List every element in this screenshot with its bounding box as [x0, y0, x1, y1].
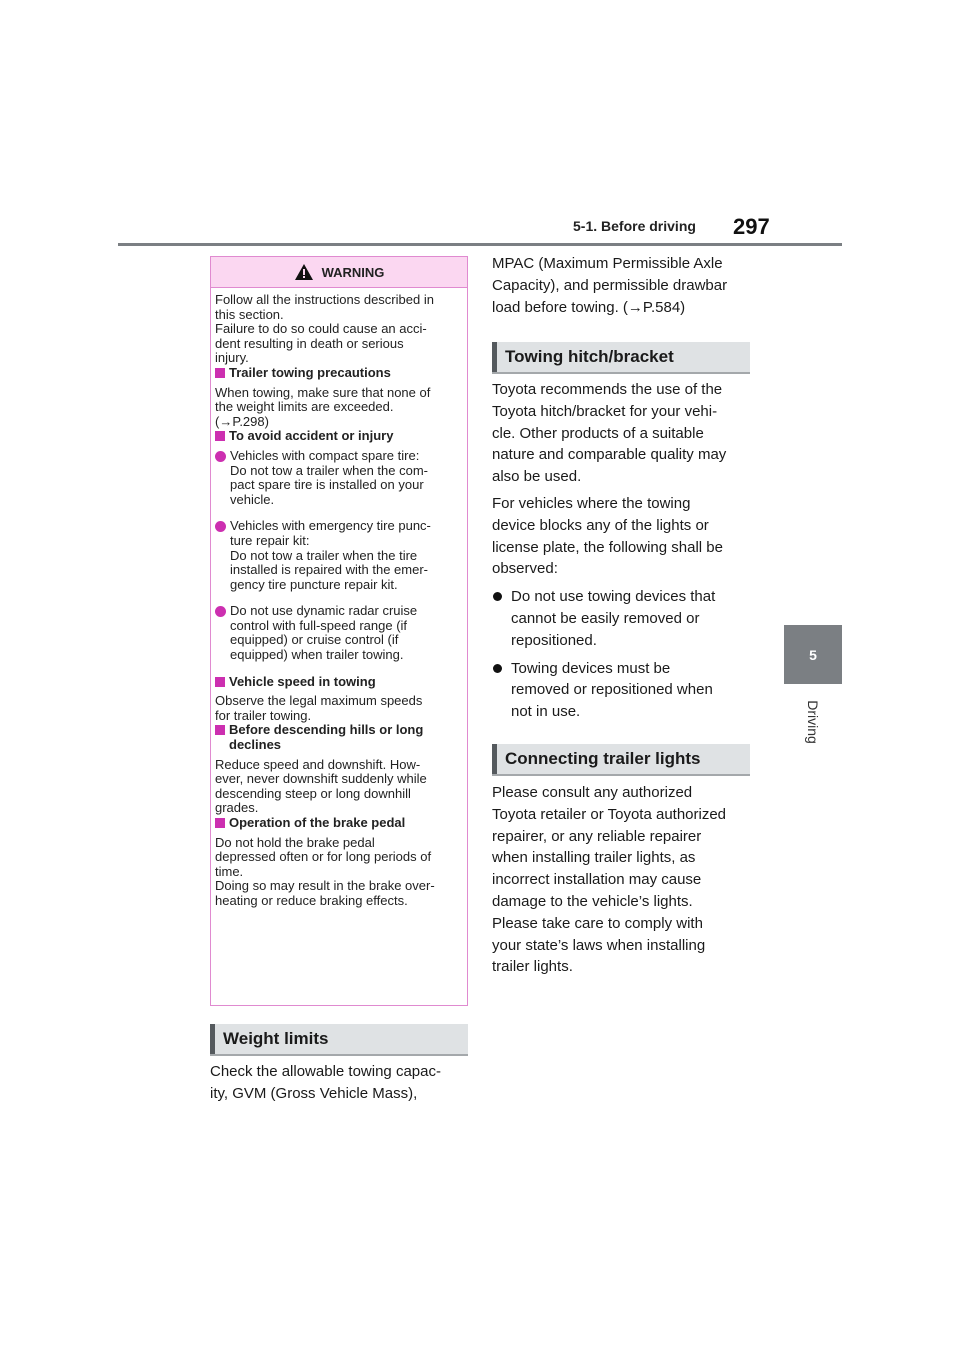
warning-intro [215, 293, 463, 366]
text-line: Follow all the instructions described in [215, 292, 434, 307]
warning-body [211, 288, 467, 909]
text-line: control with full-speed range (if [230, 617, 408, 633]
subheading-text: declines [229, 737, 282, 753]
subheading-text: Vehicle speed in towing [229, 673, 376, 689]
warning-bullet [215, 519, 463, 592]
text-line: cle. Other products of a suitable [492, 424, 704, 442]
text-line: Failure to do so could cause an acci- [215, 321, 427, 337]
text-line: when installing trailer lights, as [492, 849, 696, 867]
text-line: installed is repaired with the emer- [230, 562, 428, 578]
text-line: gency tire puncture repair kit. [230, 576, 398, 592]
square-bullet-icon [215, 725, 225, 735]
trailer-towing-text [215, 386, 463, 430]
text-line: dent resulting in death or serious [215, 335, 404, 351]
text-line: Do not tow a trailer when the tire [230, 547, 418, 563]
text-line: Do not use dynamic radar cruise [230, 603, 418, 619]
square-bullet-icon [215, 368, 225, 378]
text-line: repairer, or any reliable repairer [492, 827, 702, 845]
text-line: this section. [215, 306, 284, 322]
descending-text [215, 758, 463, 816]
text-line: not in use. [511, 703, 581, 721]
text-line: Capacity), and permissible drawbar [492, 276, 728, 294]
bullet-icon [493, 592, 502, 601]
text-line: repositioned. [511, 631, 597, 649]
text-line: for trailer towing. [215, 707, 312, 723]
text-line: Reduce speed and downshift. How- [215, 756, 421, 772]
text-line: Vehicles with compact spare tire: [230, 447, 420, 463]
text-line: trailer lights. [492, 958, 573, 976]
text-line: Do not hold the brake pedal [215, 834, 375, 850]
bullet-icon [493, 664, 502, 673]
text-line: also be used. [492, 468, 582, 486]
heading-text: Towing hitch/bracket [505, 347, 674, 366]
trailer-lights-text [492, 782, 754, 978]
text-line: equipped) when trailer towing. [230, 647, 404, 663]
square-bullet-icon [215, 818, 225, 828]
subheading-text: To avoid accident or injury [229, 428, 394, 444]
round-bullet-icon [215, 451, 226, 462]
subheading-vehicle-speed [215, 675, 463, 690]
subheading-avoid-accident [215, 429, 463, 444]
text-line: equipped) or cruise control (if [230, 632, 399, 648]
text-line: pact spare tire is installed on your [230, 477, 424, 493]
subheading-brake-pedal [215, 816, 463, 831]
text-line: ever, never downshift suddenly while [215, 771, 427, 787]
text-line: Vehicles with emergency tire punc- [230, 518, 431, 534]
text-line: device blocks any of the lights or [492, 516, 709, 534]
heading-text: Weight limits [223, 1029, 329, 1048]
page-reference-link[interactable]: (→P.298) [215, 413, 269, 429]
text-line: damage to the vehicle’s lights. [492, 892, 693, 910]
subheading-trailer-towing [215, 366, 463, 381]
text-line: For vehicles where the towing [492, 494, 691, 512]
section-title: 5-1. Before driving [573, 218, 696, 234]
square-bullet-icon [215, 431, 225, 441]
text-line: your state’s laws when installing [492, 936, 706, 954]
round-bullet-icon [215, 521, 226, 532]
brake-pedal-text [215, 836, 463, 909]
warning-bullet [215, 604, 463, 662]
weight-limits-continued [492, 253, 754, 318]
text-line: license plate, the following shall be [492, 538, 723, 556]
weight-limits-text [210, 1061, 472, 1105]
chapter-label [783, 692, 843, 752]
text-line: Check the allowable towing capac- [210, 1063, 441, 1080]
warning-box [210, 256, 468, 1006]
chapter-label-text: Driving [804, 700, 821, 744]
subheading-text: Trailer towing precautions [229, 364, 391, 380]
warning-header [211, 257, 467, 288]
header-divider [118, 243, 842, 246]
towing-hitch-text [492, 379, 754, 723]
text-line: When towing, make sure that none of [215, 384, 431, 400]
square-bullet-icon [215, 677, 225, 687]
text-line: ture repair kit: [230, 532, 310, 548]
text-line: grades. [215, 800, 259, 816]
text-line: Doing so may result in the brake over- [215, 878, 435, 894]
vehicle-speed-text [215, 694, 463, 723]
text-line: cannot be easily removed or [511, 609, 700, 627]
towing-hitch-heading [492, 342, 750, 374]
text-line: Toyota hitch/bracket for your vehi- [492, 402, 718, 420]
text-line: Do not tow a trailer when the com- [230, 462, 428, 478]
text-line: Toyota retailer or Toyota authorized [492, 805, 727, 823]
text-line: heating or reduce braking effects. [215, 892, 408, 908]
text-line: Towing devices must be [511, 659, 671, 677]
text-line: time. [215, 863, 244, 879]
text-line: descending steep or long downhill [215, 785, 411, 801]
warning-triangle-icon [294, 263, 314, 281]
list-item [492, 586, 754, 651]
weight-limits-heading [210, 1024, 468, 1056]
text-line: Please take care to comply with [492, 914, 703, 932]
chapter-tab: 5 [784, 625, 842, 684]
text-line: Observe the legal maximum speeds [215, 693, 423, 709]
text-line: removed or repositioned when [511, 681, 713, 699]
page-reference-link[interactable]: load before towing. (→P.584) [492, 298, 686, 316]
subheading-descending [215, 723, 463, 752]
text-line: observed: [492, 560, 558, 578]
text-line: MPAC (Maximum Permissible Axle [492, 255, 723, 272]
text-line: Do not use towing devices that [511, 588, 716, 606]
warning-title: WARNING [321, 264, 385, 280]
text-line: injury. [215, 350, 249, 366]
text-line: Please consult any authorized [492, 784, 693, 801]
warning-bullet [215, 449, 463, 507]
text-line: Toyota recommends the use of the [492, 381, 723, 398]
subheading-text: Operation of the brake pedal [229, 815, 406, 830]
text-line: the weight limits are exceeded. [215, 399, 394, 415]
heading-text: Connecting trailer lights [505, 749, 701, 768]
round-bullet-icon [215, 606, 226, 617]
text-line: incorrect installation may cause [492, 871, 702, 889]
list-item [492, 658, 754, 723]
page-number: 297 [733, 214, 770, 239]
subheading-text: Before descending hills or long [229, 722, 424, 738]
text-line: ity, GVM (Gross Vehicle Mass), [210, 1084, 418, 1102]
text-line: depressed often or for long periods of [215, 849, 432, 865]
trailer-lights-heading [492, 744, 750, 776]
text-line: nature and comparable quality may [492, 446, 727, 464]
text-line: vehicle. [230, 491, 275, 507]
